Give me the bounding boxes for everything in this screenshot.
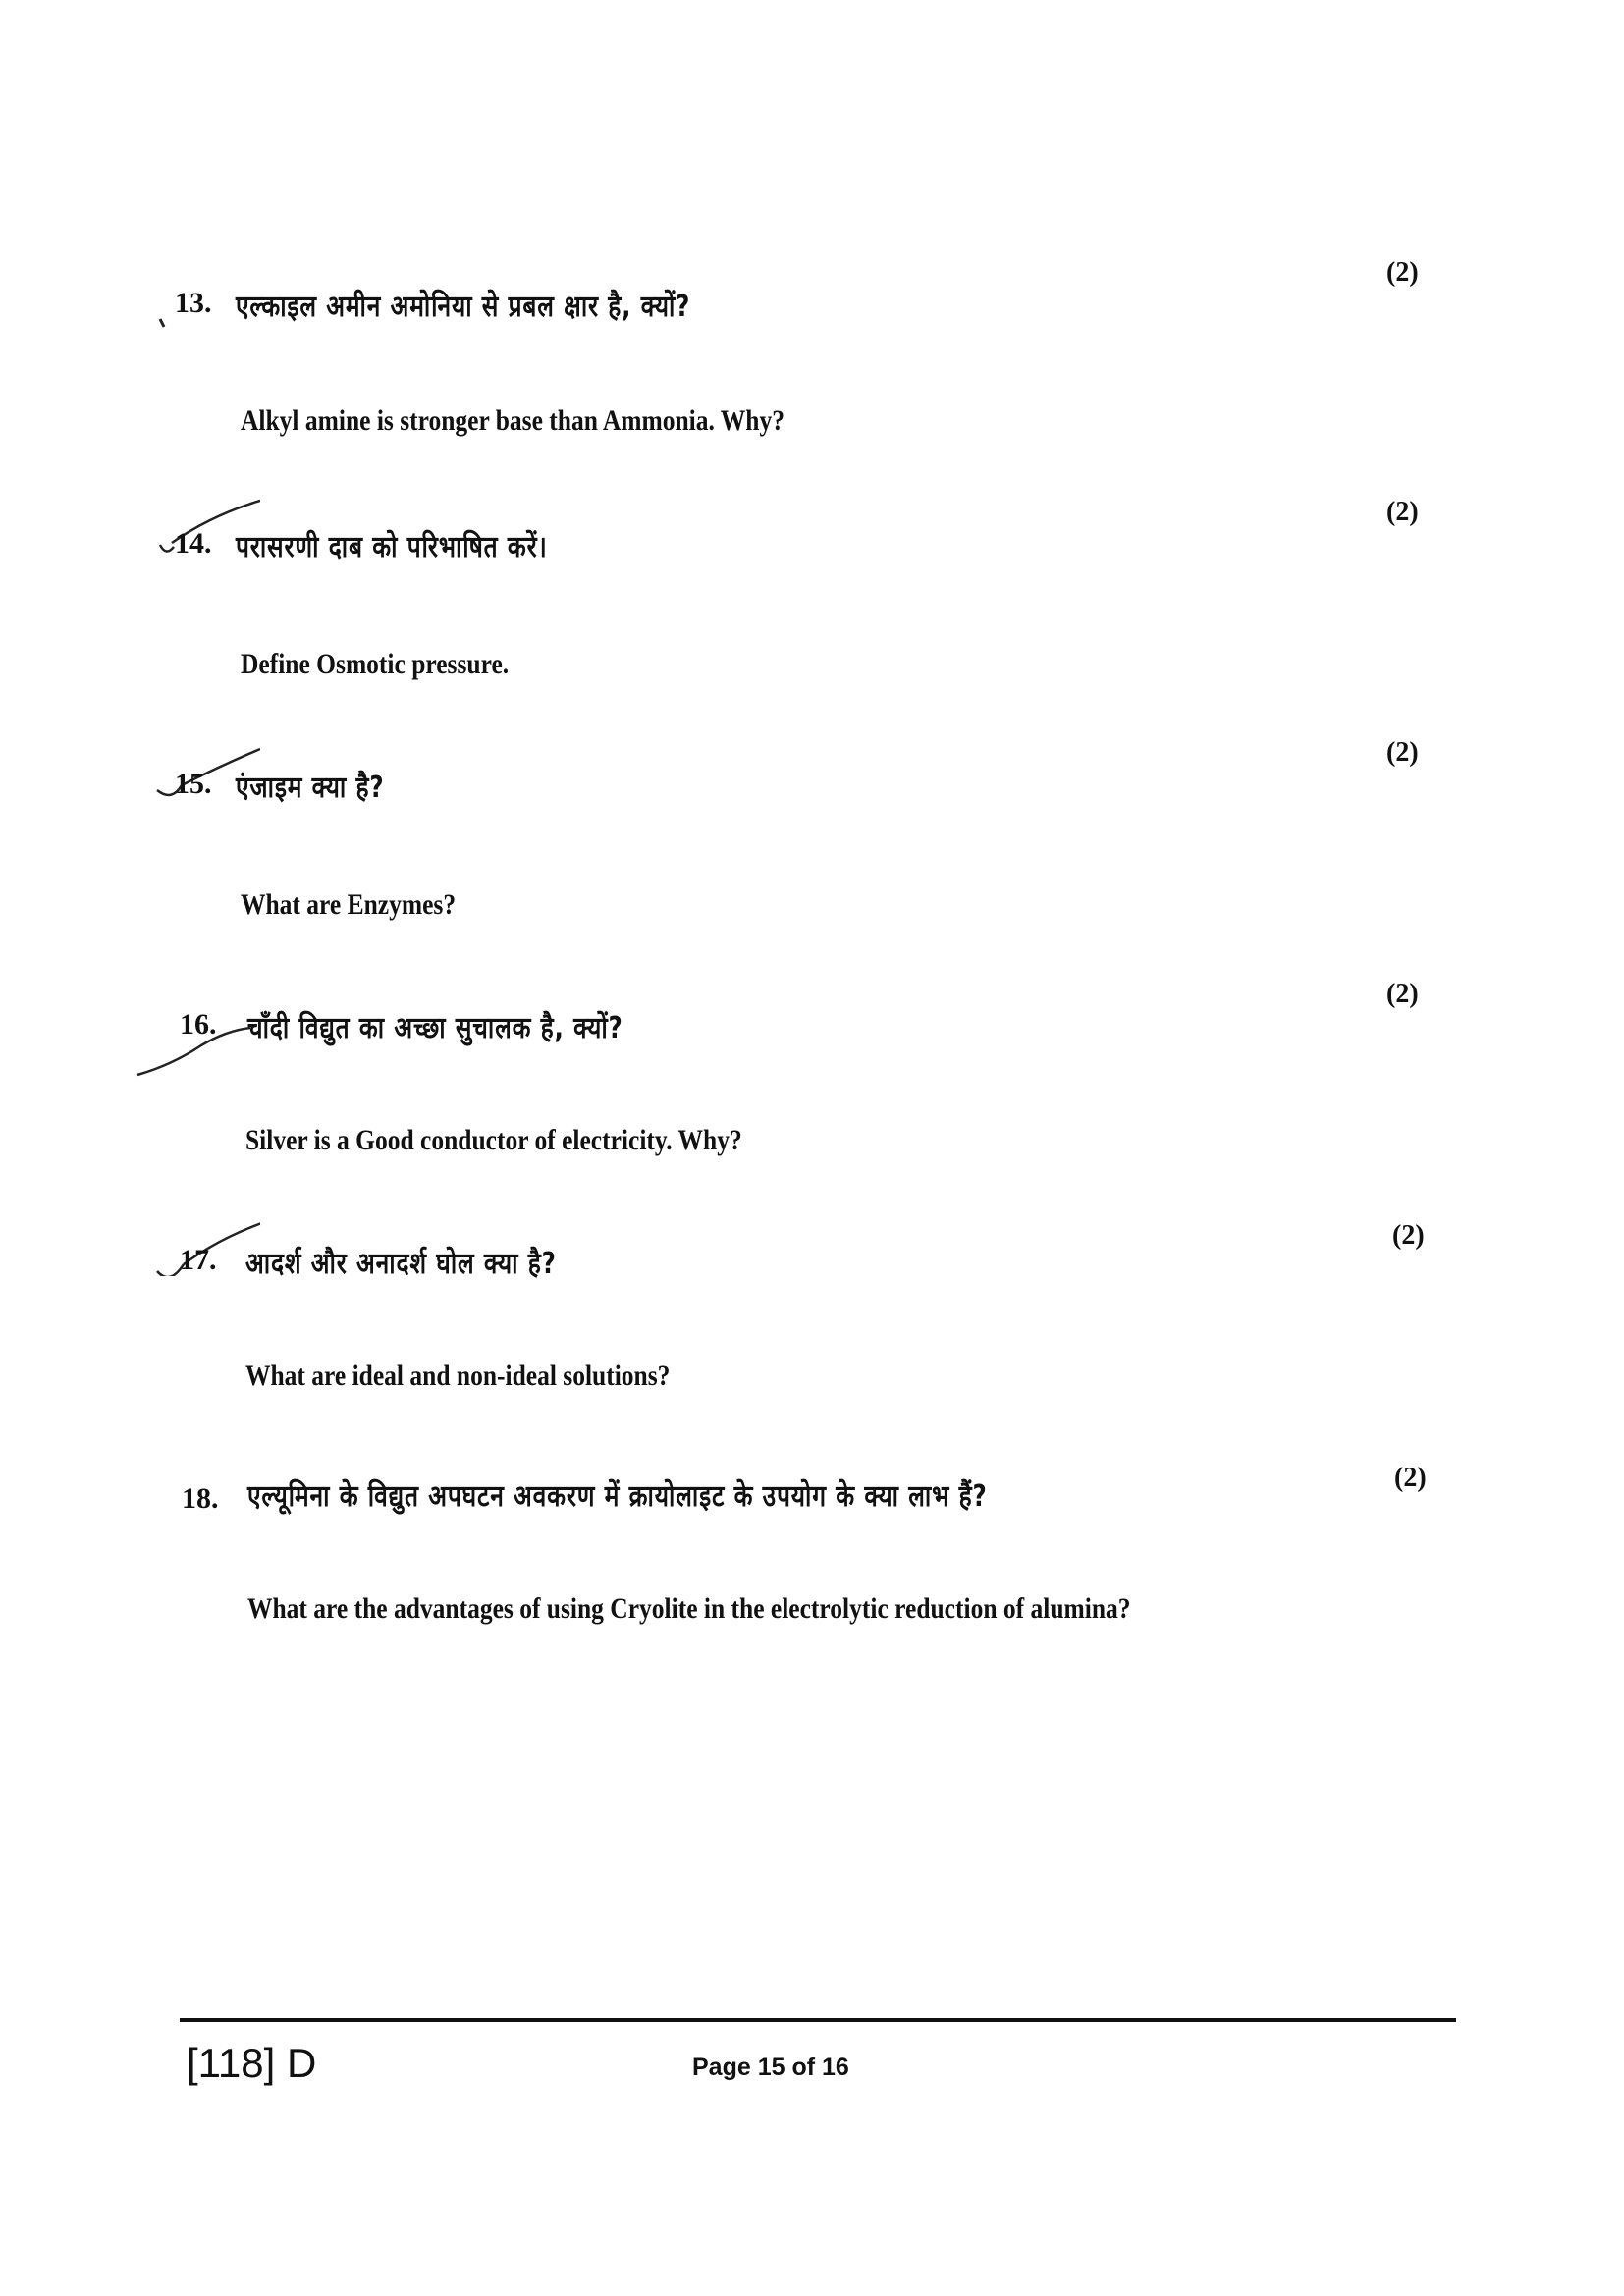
question-marks: (2) bbox=[1394, 1463, 1427, 1493]
page-number: Page 15 of 16 bbox=[692, 2054, 849, 2081]
question-marks: (2) bbox=[1392, 1220, 1425, 1251]
question-text-hindi: एल्यूमिना के विद्युत अपघटन अवकरण में क्रायोलाइट के उपयोग के क्या लाभ हैं? bbox=[247, 1479, 988, 1514]
question-text-hindi: एंजाइम क्या है? bbox=[236, 771, 385, 805]
paper-code: [118] D bbox=[187, 2040, 317, 2086]
question-text-english: Define Osmotic pressure. bbox=[241, 648, 510, 680]
question-text-english: What are Enzymes? bbox=[241, 888, 457, 921]
question-marks: (2) bbox=[1386, 497, 1419, 527]
question-text-hindi: एल्काइल अमीन अमोनिया से प्रबल क्षार है, क्यों? bbox=[236, 290, 691, 324]
question-marks: (2) bbox=[1386, 737, 1419, 768]
footer-divider bbox=[180, 2018, 1456, 2022]
question-number: 16. bbox=[180, 1008, 217, 1041]
question-text-english: Alkyl amine is stronger base than Ammonia. Why? bbox=[241, 404, 785, 437]
question-marks: (2) bbox=[1386, 979, 1419, 1009]
question-text-english: What are ideal and non-ideal solutions? bbox=[245, 1360, 671, 1392]
question-marks: (2) bbox=[1386, 257, 1419, 288]
question-text-hindi: चाँदी विद्युत का अच्छा सुचालक है, क्यों? bbox=[247, 1011, 623, 1045]
question-number: 13. bbox=[175, 287, 212, 319]
question-number: 14. bbox=[175, 527, 212, 560]
question-number: 15. bbox=[175, 768, 212, 800]
question-text-hindi: आदर्श और अनादर्श घोल क्या है? bbox=[245, 1247, 557, 1281]
question-text-english: What are the advantages of using Cryolite in the electrolytic reduction of alumina? bbox=[247, 1592, 1131, 1625]
question-number: 17. bbox=[180, 1244, 217, 1276]
question-text-hindi: परासरणी दाब को परिभाषित करें। bbox=[236, 530, 548, 564]
question-text-english: Silver is a Good conductor of electricity. Why? bbox=[245, 1124, 742, 1156]
question-number: 18. bbox=[182, 1482, 219, 1515]
